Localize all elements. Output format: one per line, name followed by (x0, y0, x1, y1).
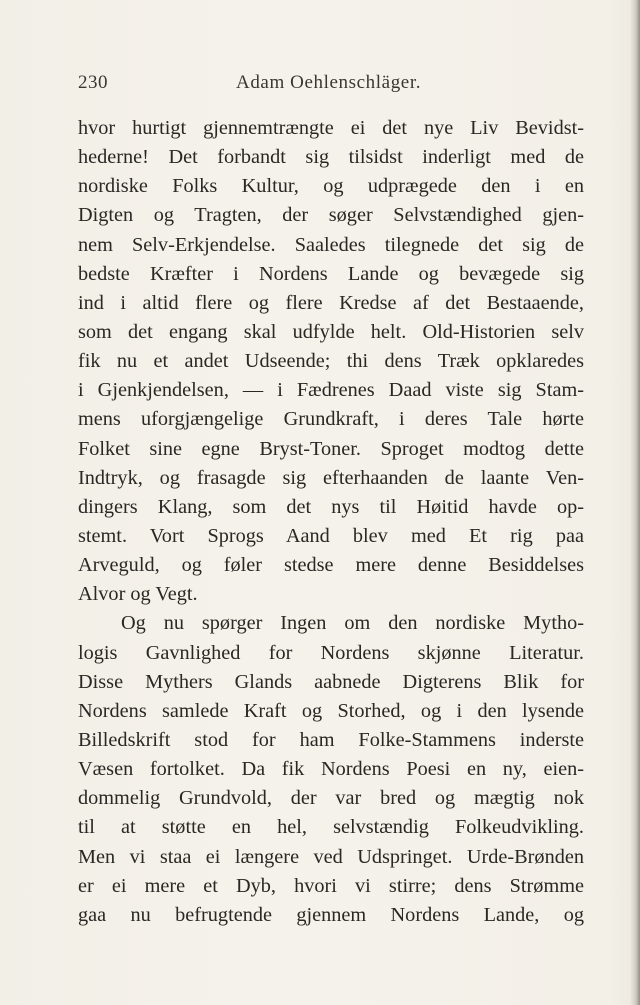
text-line: hederne! Det forbandt sig tilsidst inderligt med de (78, 146, 584, 169)
paragraph-start-line: Og nu spørger Ingen om den nordiske Mytho- (121, 612, 584, 635)
page-number: 230 (78, 72, 108, 93)
text-line: Væsen fortolket. Da fik Nordens Poesi en ny, eien- (78, 758, 584, 781)
text-line: i Gjenkjendelsen, — i Fædrenes Daad viste sig Stam- (78, 379, 584, 402)
text-line: Men vi staa ei længere ved Udspringet. Urde-Brønden (78, 845, 584, 868)
text-line: Indtryk, og frasagde sig efterhaanden de laante Ven- (78, 466, 584, 489)
text-line: mens uforgjængelige Grundkraft, i deres Tale hørte (78, 408, 584, 431)
text-line: dingers Klang, som det nys til Høitid havde op- (78, 495, 584, 518)
text-line: gaa nu befrugtende gjennem Nordens Lande, og (78, 903, 584, 926)
text-line: til at støtte en hel, selvstændig Folkeudvikling. (78, 816, 584, 839)
text-line: logis Gavnlighed for Nordens skjønne Literatur. (78, 641, 584, 664)
text-line: nem Selv-Erkjendelse. Saaledes tilegnede det sig de (78, 233, 584, 256)
paragraph-end-line: Alvor og Vegt. (78, 583, 198, 606)
text-line: Folket sine egne Bryst-Toner. Sproget modtog dette (78, 437, 584, 460)
text-line: Disse Mythers Glands aabnede Digterens Blik for (78, 670, 584, 693)
page-header (78, 72, 584, 96)
running-title: Adam Oehlenschläger. (236, 72, 422, 93)
text-line: er ei mere et Dyb, hvori vi stirre; dens Strømme (78, 874, 584, 897)
body-text (78, 114, 584, 930)
text-line: Digten og Tragten, der søger Selvstændighed gjen- (78, 204, 584, 227)
text-line: dommelig Grundvold, der var bred og mægtig nok (78, 787, 584, 810)
text-line: stemt. Vort Sprogs Aand blev med Et rig paa (78, 524, 584, 547)
page-edge-shadow (630, 0, 640, 1005)
text-line: Billedskrift stod for ham Folke-Stammens inderste (78, 728, 584, 751)
text-line: Arveguld, og føler stedse mere denne Besiddelses (78, 554, 584, 577)
text-line: hvor hurtigt gjennemtrængte ei det nye Liv Bevidst- (78, 117, 584, 139)
text-line: bedste Kræfter i Nordens Lande og bevægede sig (78, 262, 584, 285)
text-line: nordiske Folks Kultur, og udprægede den i en (78, 175, 584, 198)
text-line: ind i altid flere og flere Kredse af det Bestaaende, (78, 291, 584, 314)
text-line: Nordens samlede Kraft og Storhed, og i den lysende (78, 699, 584, 722)
text-line: som det engang skal udfylde helt. Old-Historien selv (78, 320, 584, 343)
text-line: fik nu et andet Udseende; thi dens Træk opklaredes (78, 350, 584, 373)
